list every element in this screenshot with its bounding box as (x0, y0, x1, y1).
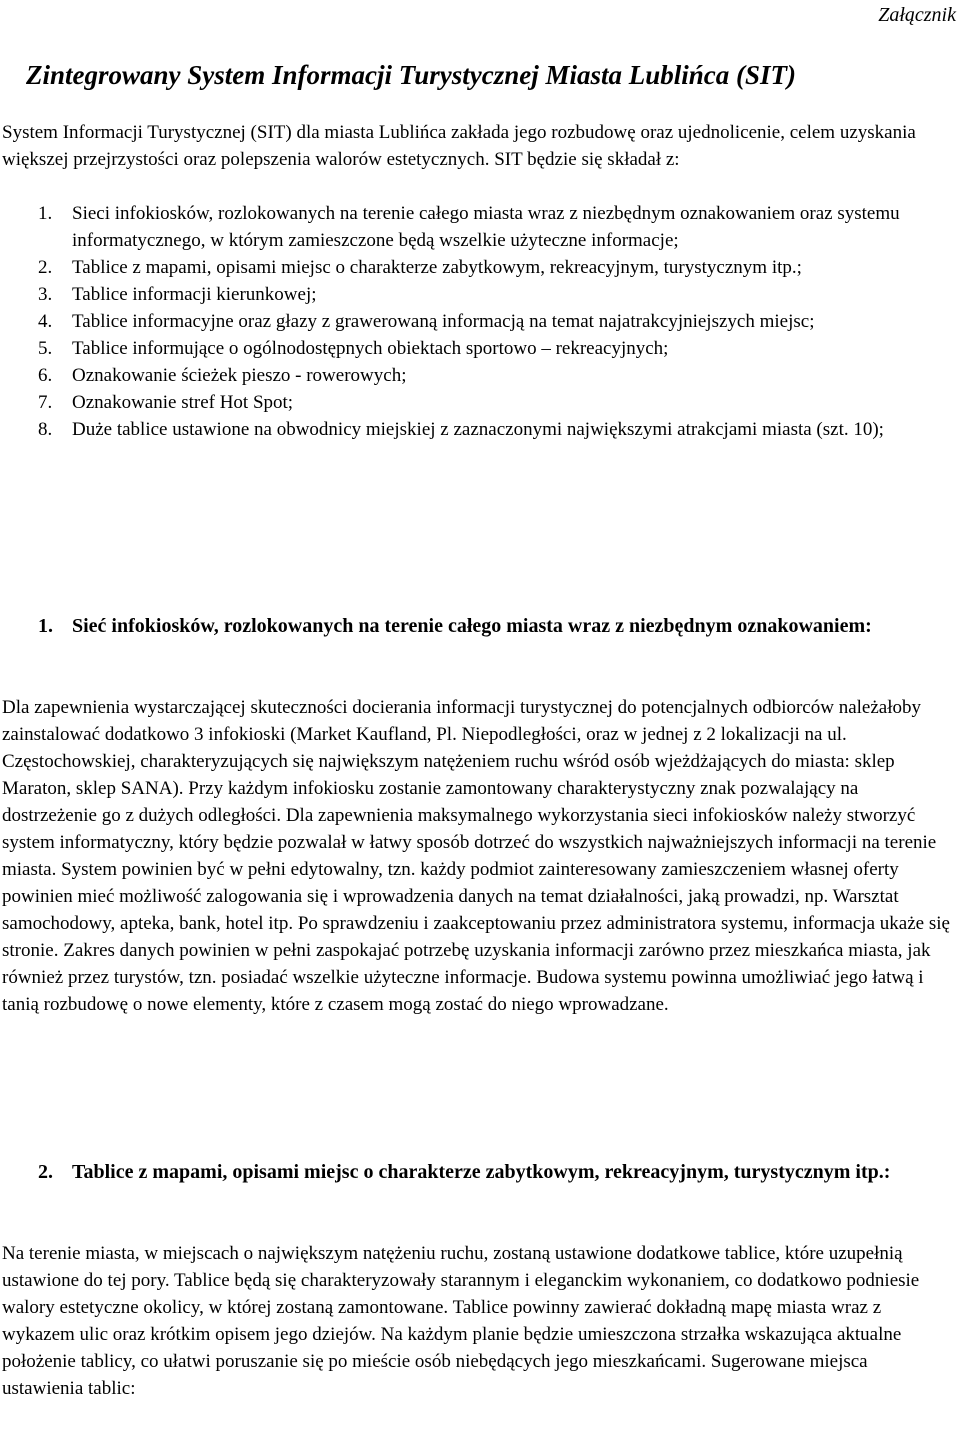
section-2-number: 2. (38, 1161, 53, 1183)
list-item-number: 3. (38, 284, 53, 305)
list-item-text: Duże tablice ustawione na obwodnicy miejskiej z zaznaczonymi największymi atrakcjami miasta (szt. 10); (72, 419, 884, 440)
list-item (38, 281, 938, 308)
section-1-number: 1. (38, 615, 53, 637)
list-item-number: 2. (38, 257, 53, 278)
section-1-title: Sieć infokiosków, rozlokowanych na terenie całego miasta wraz z niezbędnym oznakowaniem: (72, 615, 872, 637)
list-item-text: Tablice z mapami, opisami miejsc o charakterze zabytkowym, rekreacyjnym, turystycznym itp.; (72, 257, 802, 278)
list-item-text: Oznakowanie stref Hot Spot; (72, 392, 294, 413)
components-list (38, 200, 938, 443)
document-title: Zintegrowany System Informacji Turystycznej Miasta Lublińca (SIT) (26, 60, 797, 90)
section-2-heading (38, 1158, 918, 1186)
list-item (38, 335, 938, 362)
list-item-text: Tablice informacyjne oraz głazy z grawerowaną informacją na temat najatrakcyjniejszych miejsc; (72, 311, 815, 332)
list-item-number: 6. (38, 365, 53, 386)
list-item-text: Tablice informacji kierunkowej; (72, 284, 317, 305)
list-item-number: 8. (38, 419, 53, 440)
list-item (38, 254, 938, 281)
attachment-label: Załącznik (878, 4, 956, 26)
list-item (38, 416, 938, 443)
intro-paragraph: System Informacji Turystycznej (SIT) dla miasta Lublińca zakłada jego rozbudowę oraz ujednolicenie, celem uzyskania większej przejrzystości oraz polepszenia walorów estetycznych. SIT będzie się składał z: (2, 122, 916, 170)
list-item-text: Oznakowanie ścieżek pieszo - rowerowych; (72, 365, 407, 386)
list-item-number: 5. (38, 338, 53, 359)
list-item (38, 362, 938, 389)
list-item (38, 389, 938, 416)
section-2-title: Tablice z mapami, opisami miejsc o charakterze zabytkowym, rekreacyjnym, turystycznym itp.: (72, 1161, 891, 1183)
list-item-text: Tablice informujące o ogólnodostępnych obiektach sportowo – rekreacyjnych; (72, 338, 669, 359)
section-1-heading (38, 612, 918, 640)
list-item (38, 200, 938, 254)
list-item (38, 308, 938, 335)
list-item-number: 7. (38, 392, 53, 413)
list-item-number: 1. (38, 203, 53, 224)
list-item-number: 4. (38, 311, 53, 332)
section-1-body: Dla zapewnienia wystarczającej skuteczności docierania informacji turystycznej do potencjalnych odbiorców należałoby zainstalować dodatkowo 3 infokioski (Market Kaufland, Pl. Niepodległości, oraz w jednej z 2 lokalizacji na ul. Częstochowskiej, charakteryzujących się największym natężeniem ruchu wśród osób wjeżdżających do miasta: sklep Maraton, sklep SANA). Przy każdym infokiosku zostanie zamontowany charakterystyczny znak pozwalający na dostrzeżenie go z dużych odległości. Dla zapewnienia maksymalnego wykorzystania sieci infokiosków należy stworzyć system informatyczny, który będzie pozwalał w łatwy sposób dotrzeć do wszystkich najważniejszych informacji na terenie miasta. System powinien być w pełni edytowalny, tzn. każdy podmiot zainteresowany zamieszczeniem własnej oferty powinien mieć możliwość zalogowania się i wprowadzenia danych na temat działalności, jaką prowadzi, np. Warsztat samochodowy, apteka, bank, hotel itp. Po sprawdzeniu i zaakceptowaniu przez administratora systemu, informacja ukaże się stronie. Zakres danych powinien w pełni zaspokajać potrzebę uzyskania informacji zarówno przez mieszkańca miasta, jak również przez turystów, tzn. posiadać wszelkie użyteczne informacje. Budowa systemu powinna umożliwiać jego łatwą i tanią rozbudowę o nowe elementy, które z czasem mogą zostać do niego wprowadzane. (2, 697, 950, 1015)
section-2-body: Na terenie miasta, w miejscach o największym natężeniu ruchu, zostaną ustawione dodatkowe tablice, które uzupełnią ustawione do tej pory. Tablice będą się charakteryzowały starannym i eleganckim wykonaniem, co dodatkowo podniesie walory estetyczne okolicy, w której zostaną zamontowane. Tablice powinny zawierać dokładną mapę miasta wraz z wykazem ulic oraz krótkim opisem jego dziejów. Na każdym planie będzie umieszczona strzałka wskazująca aktualne położenie tablicy, co ułatwi poruszanie się po mieście osób niebędących jego mieszkańcami. Sugerowane miejsca ustawienia tablic: (2, 1243, 920, 1399)
list-item-text: Sieci infokiosków, rozlokowanych na terenie całego miasta wraz z niezbędnym oznakowaniem oraz systemu informatycznego, w którym zamieszczone będą wszelkie użyteczne informacje; (72, 203, 900, 251)
